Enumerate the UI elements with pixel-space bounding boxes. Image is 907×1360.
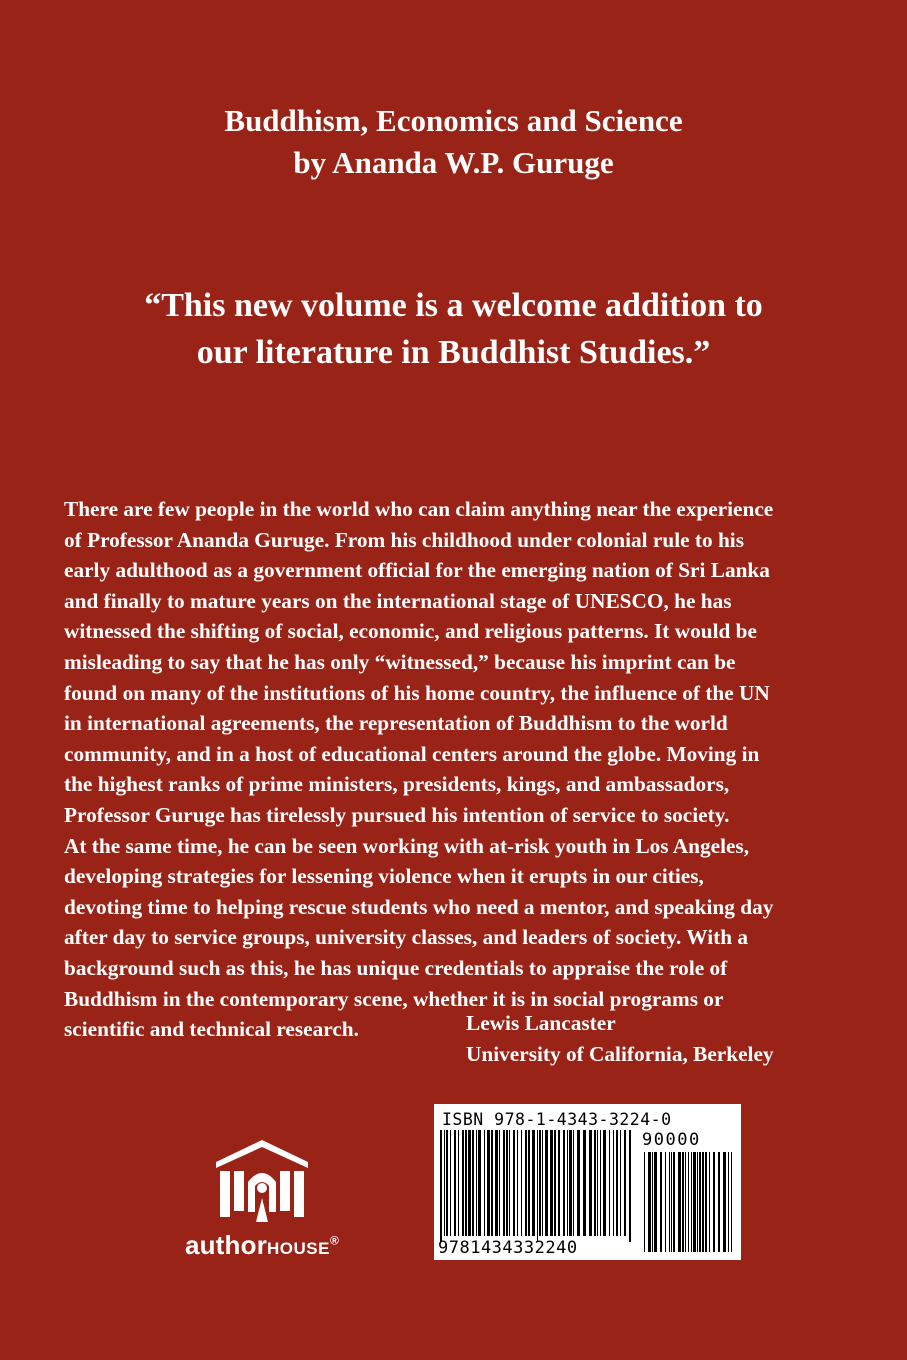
barcode-bar bbox=[509, 1130, 510, 1236]
barcode-bar bbox=[594, 1130, 596, 1236]
barcode-bar bbox=[450, 1130, 451, 1236]
barcode-bar bbox=[506, 1130, 508, 1236]
barcode-bar bbox=[499, 1130, 500, 1236]
barcode-bar bbox=[458, 1130, 459, 1236]
publisher-wordmark bbox=[162, 1230, 362, 1261]
blurb-line: the highest ranks of prime ministers, presidents, kings, and ambassadors, bbox=[64, 772, 730, 797]
book-title: Buddhism, Economics and Science bbox=[224, 103, 683, 138]
blurb-line: background such as this, he has unique credentials to appraise the role of bbox=[64, 955, 728, 980]
addon-bar bbox=[723, 1152, 726, 1252]
authorhouse-logo-icon bbox=[212, 1138, 312, 1224]
addon-bar bbox=[691, 1152, 692, 1252]
barcode-bar bbox=[476, 1130, 477, 1236]
blurb-line: developing strategies for lessening violence when it erupts in our cities, bbox=[64, 864, 704, 889]
barcode-bar bbox=[569, 1130, 572, 1236]
barcode-bar bbox=[440, 1130, 442, 1242]
barcode-bar bbox=[600, 1130, 601, 1236]
addon-bar bbox=[728, 1152, 729, 1252]
addon-bar bbox=[697, 1152, 698, 1252]
barcode-bar bbox=[487, 1130, 490, 1236]
barcode-bar bbox=[462, 1130, 464, 1236]
barcode-bar bbox=[491, 1130, 493, 1236]
addon-bar bbox=[682, 1152, 684, 1252]
barcode-bar bbox=[484, 1130, 485, 1236]
addon-bar bbox=[665, 1152, 666, 1252]
barcode-bar bbox=[624, 1130, 626, 1236]
blurb-paragraph bbox=[64, 494, 854, 1045]
barcode-addon: 90000 bbox=[642, 1130, 701, 1150]
blurb-line: in international agreements, the representation of Buddhism to the world bbox=[64, 711, 728, 736]
barcode-bar bbox=[597, 1130, 598, 1236]
registered-mark: ® bbox=[330, 1233, 340, 1248]
book-author: by Ananda W.P. Guruge bbox=[293, 145, 614, 180]
addon-bar bbox=[648, 1152, 651, 1252]
book-title-block bbox=[0, 100, 907, 184]
blurb-line: witnessed the shifting of social, economic, and religious patterns. It would be bbox=[64, 619, 757, 644]
addon-bar bbox=[678, 1152, 681, 1252]
barcode-bar bbox=[567, 1130, 568, 1236]
barcode-bar bbox=[613, 1130, 614, 1236]
blurb-line: early adulthood as a government official for the emerging nation of Sri Lanka bbox=[64, 558, 770, 583]
addon-bar bbox=[709, 1152, 710, 1252]
blurb-line: misleading to say that he has only “witnessed,” because his imprint can be bbox=[64, 649, 736, 674]
barcode-bar bbox=[558, 1130, 560, 1236]
publisher-logo bbox=[162, 1138, 362, 1268]
barcode-panel bbox=[434, 1104, 741, 1260]
blurb-line: and finally to mature years on the international stage of UNESCO, he has bbox=[64, 588, 732, 613]
barcode-bar bbox=[603, 1130, 606, 1236]
blurb-line: Buddhism in the contemporary scene, whether it is in social programs or bbox=[64, 986, 724, 1011]
barcode-bar bbox=[629, 1130, 631, 1242]
isbn-label: ISBN 978-1-4343-3224-0 bbox=[442, 1110, 672, 1129]
barcode-bar bbox=[616, 1130, 618, 1236]
barcode-bar bbox=[444, 1130, 445, 1236]
blurb-line: of Professor Ananda Guruge. From his childhood under colonial rule to his bbox=[64, 527, 745, 552]
wordmark-lower: author bbox=[184, 1230, 268, 1260]
addon-bar bbox=[652, 1152, 653, 1252]
barcode-bar bbox=[537, 1130, 538, 1242]
quote-line-1: “This new volume is a welcome addition to bbox=[144, 287, 763, 324]
barcode-bar bbox=[446, 1130, 448, 1236]
addon-bar bbox=[718, 1152, 720, 1252]
blurb-line: Professor Guruge has tirelessly pursued his intention of service to society. bbox=[64, 802, 730, 827]
barcode-bar bbox=[503, 1130, 505, 1236]
pull-quote bbox=[0, 282, 907, 376]
addon-bar bbox=[673, 1152, 675, 1252]
attribution-name: Lewis Lancaster bbox=[466, 1011, 616, 1035]
barcode-bar bbox=[521, 1130, 522, 1236]
addon-bar bbox=[705, 1152, 707, 1252]
blurb-line: community, and in a host of educational centers around the globe. Moving in bbox=[64, 741, 760, 766]
addon-bar bbox=[671, 1152, 672, 1252]
attribution-affiliation: University of California, Berkeley bbox=[466, 1042, 774, 1066]
blurb-line: At the same time, he can be seen working with at-risk youth in Los Angeles, bbox=[64, 833, 750, 858]
blurb-line: scientific and technical research. bbox=[64, 1017, 359, 1042]
barcode-bar bbox=[589, 1130, 592, 1236]
barcode-bar bbox=[577, 1130, 580, 1236]
addon-bar bbox=[702, 1152, 704, 1252]
barcode-bar bbox=[573, 1130, 574, 1236]
addon-bar bbox=[654, 1152, 657, 1252]
barcode-bar bbox=[513, 1130, 515, 1236]
addon-bar bbox=[644, 1152, 645, 1252]
blurb-line: found on many of the institutions of his home country, the influence of the UN bbox=[64, 680, 770, 705]
addon-bar bbox=[699, 1152, 701, 1252]
addon-bar bbox=[660, 1152, 662, 1252]
barcode-bar bbox=[539, 1130, 541, 1236]
addon-bar bbox=[669, 1152, 670, 1252]
barcode-bar bbox=[472, 1130, 474, 1236]
quote-line-2: our literature in Buddhist Studies.” bbox=[196, 334, 711, 371]
blurb-line: devoting time to helping rescue students who need a mentor, and speaking day bbox=[64, 894, 774, 919]
barcode-bar bbox=[542, 1130, 543, 1236]
barcode-bar bbox=[583, 1130, 586, 1236]
barcode-bar bbox=[620, 1130, 621, 1236]
addon-bar bbox=[685, 1152, 686, 1252]
barcode-bar bbox=[454, 1130, 456, 1236]
blurb-line: after day to service groups, university classes, and leaders of society. With a bbox=[64, 925, 749, 950]
addon-bar bbox=[693, 1152, 696, 1252]
barcode-bar bbox=[525, 1130, 527, 1236]
attribution bbox=[466, 1008, 774, 1070]
barcode-bar bbox=[554, 1130, 556, 1236]
barcode-bar bbox=[532, 1130, 535, 1236]
barcode-bar bbox=[609, 1130, 610, 1236]
barcode-bar bbox=[495, 1130, 498, 1236]
barcode-bar bbox=[517, 1130, 518, 1236]
wordmark-upper: HOUSE bbox=[267, 1239, 330, 1258]
addon-bar bbox=[713, 1152, 715, 1252]
addon-bar bbox=[688, 1152, 689, 1252]
blurb-line: There are few people in the world who can claim anything near the experience bbox=[64, 497, 774, 521]
barcode-bar bbox=[550, 1130, 553, 1236]
barcode-bar bbox=[528, 1130, 530, 1236]
barcode-bar bbox=[465, 1130, 467, 1236]
barcode-bar bbox=[468, 1130, 471, 1236]
barcode-bar bbox=[478, 1130, 481, 1236]
barcode-bar bbox=[545, 1130, 548, 1236]
barcode-bar bbox=[563, 1130, 565, 1236]
barcode-digits: 9781434332240 bbox=[438, 1238, 578, 1258]
addon-bar bbox=[731, 1152, 732, 1252]
